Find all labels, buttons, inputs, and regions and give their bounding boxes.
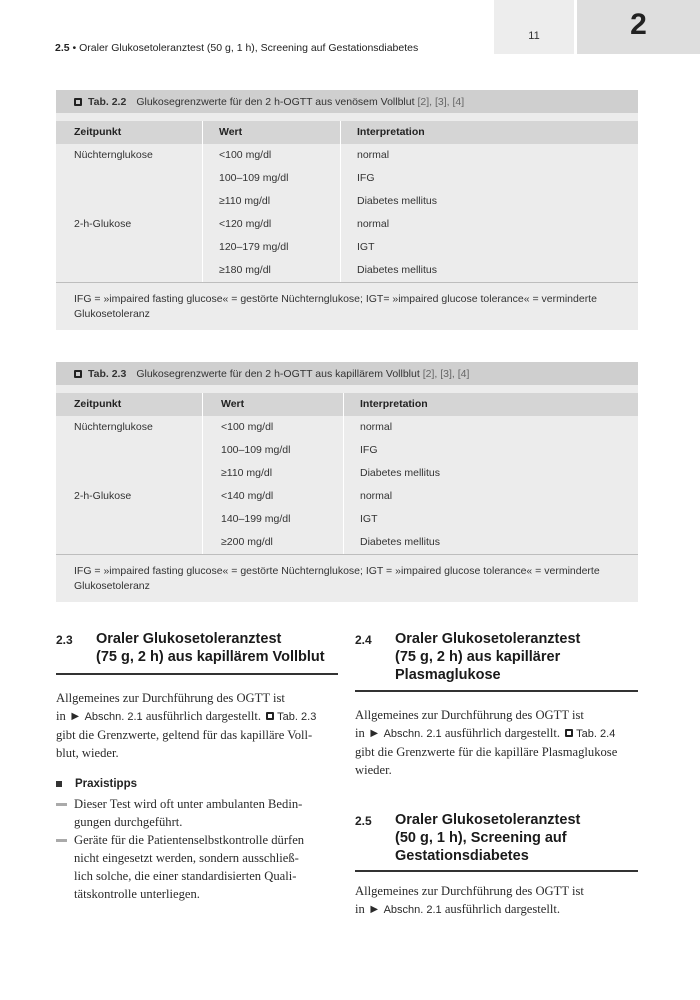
column-header-interpretation: Interpretation xyxy=(360,398,428,410)
table-footnote: IFG = »impaired fasting glucose« = gestörte Nüchternglukose; IGT = »impaired glucose tolerance« = verminderte Glukosetoleranz xyxy=(74,565,600,592)
running-header: 2.5 • Oraler Glukosetoleranztest (50 g, 1 h), Screening auf Gestationsdiabetes xyxy=(55,42,419,54)
bullet-icon xyxy=(56,781,62,787)
table-row xyxy=(56,485,638,508)
cell-zeitpunkt: 2-h-Glukose xyxy=(74,218,132,230)
section-title: Oraler Glukosetoleranztest (75 g, 2 h) aus kapillärem Vollblut xyxy=(96,631,325,665)
column-header-zeitpunkt: Zeitpunkt xyxy=(74,126,122,138)
section-link[interactable]: Abschn. 2.1 xyxy=(84,711,143,723)
cell-interpretation: IFG xyxy=(357,172,375,184)
column-header-wert: Wert xyxy=(221,398,245,410)
table-2-2 xyxy=(56,90,638,330)
cell-wert: ≥110 mg/dl xyxy=(219,195,271,207)
table-marker-icon xyxy=(74,98,82,106)
running-header-title: Oraler Glukosetoleranztest (50 g, 1 h), Screening auf Gestationsdiabetes xyxy=(79,42,419,54)
table-row xyxy=(56,144,638,167)
table-title: Glukosegrenzwerte für den 2 h-OGTT aus kapillärem Vollblut xyxy=(136,367,420,380)
section-title: Oraler Glukosetoleranztest (75 g, 2 h) aus kapillärer Plasmaglukose xyxy=(395,631,581,683)
table-caption xyxy=(56,362,638,385)
cell-wert: 100–109 mg/dl xyxy=(219,172,289,184)
table-marker-icon xyxy=(565,729,573,737)
table-row xyxy=(56,213,638,236)
section-number: 2.3 xyxy=(56,633,73,647)
cell-interpretation: Diabetes mellitus xyxy=(360,467,440,479)
table-header-row xyxy=(56,121,638,144)
section-2-4-paragraph: Allgemeines zur Durchführung des OGTT ist in ► Abschn. 2.1 ausführlich dargestellt. Tab. 2.4 gibt die Grenzwerte für die kapilläre Plasmaglukose wieder. xyxy=(355,708,618,777)
list-item: Geräte für die Patientenselbstkontrolle dürfen nicht eingesetzt werden, sondern ausschließ- lich solche, die einer standardisierten Quali- tätskontrolle unterliegen. xyxy=(56,831,338,903)
table-row xyxy=(56,531,638,555)
cell-interpretation: IFG xyxy=(360,444,378,456)
cell-interpretation: Diabetes mellitus xyxy=(357,195,437,207)
cell-interpretation: IGT xyxy=(360,513,378,525)
table-title: Glukosegrenzwerte für den 2 h-OGTT aus venösem Vollblut xyxy=(136,95,415,108)
cell-zeitpunkt: Nüchternglukose xyxy=(74,149,153,161)
table-row xyxy=(56,236,638,259)
table-row xyxy=(56,416,638,439)
column-header-wert: Wert xyxy=(219,126,243,138)
table-footnote: IFG = »impaired fasting glucose« = gestörte Nüchternglukose; IGT= »impaired glucose tolerance« = verminderte Glukosetoleranz xyxy=(74,293,597,320)
cell-zeitpunkt: 2-h-Glukose xyxy=(74,490,132,502)
column-header-interpretation: Interpretation xyxy=(357,126,425,138)
section-2-5-paragraph: Allgemeines zur Durchführung des OGTT ist in ► Abschn. 2.1 ausführlich dargestellt. xyxy=(355,884,584,916)
cell-wert: ≥110 mg/dl xyxy=(221,467,273,479)
cell-wert: 120–179 mg/dl xyxy=(219,241,289,253)
section-rule xyxy=(355,690,638,692)
page-number: 11 xyxy=(528,30,540,42)
cell-wert: <140 mg/dl xyxy=(221,490,274,502)
section-2-5-heading xyxy=(355,811,639,865)
table-link[interactable]: Tab. 2.3 xyxy=(277,711,317,723)
section-rule xyxy=(56,673,338,675)
table-row xyxy=(56,508,638,531)
table-refs: [2], [3], [4] xyxy=(417,95,465,108)
page-number-tab xyxy=(494,0,574,54)
table-refs: [2], [3], [4] xyxy=(422,367,470,380)
table-label: Tab. 2.3 xyxy=(88,367,127,380)
table-row xyxy=(56,167,638,190)
table-link[interactable]: Tab. 2.4 xyxy=(576,728,616,740)
running-header-section: 2.5 xyxy=(55,42,70,54)
section-number: 2.4 xyxy=(355,633,372,647)
table-row xyxy=(56,259,638,283)
table-marker-icon xyxy=(266,712,274,720)
table-caption xyxy=(56,90,638,113)
cell-wert: 140–199 mg/dl xyxy=(221,513,291,525)
section-link[interactable]: Abschn. 2.1 xyxy=(383,728,442,740)
table-row xyxy=(56,190,638,213)
cell-zeitpunkt: Nüchternglukose xyxy=(74,421,153,433)
practice-tips-heading: Praxistipps xyxy=(56,778,137,790)
cell-interpretation: Diabetes mellitus xyxy=(360,536,440,548)
cell-interpretation: normal xyxy=(360,421,393,433)
cell-wert: <120 mg/dl xyxy=(219,218,272,230)
cell-wert: <100 mg/dl xyxy=(221,421,274,433)
cell-wert: ≥180 mg/dl xyxy=(219,264,271,276)
section-2-4-heading xyxy=(355,630,639,684)
cell-wert: ≥200 mg/dl xyxy=(221,536,273,548)
table-row xyxy=(56,439,638,462)
table-marker-icon xyxy=(74,370,82,378)
section-link[interactable]: Abschn. 2.1 xyxy=(383,904,442,916)
cell-interpretation: normal xyxy=(357,218,390,230)
cell-interpretation: Diabetes mellitus xyxy=(357,264,437,276)
table-row xyxy=(56,462,638,485)
chapter-number: 2 xyxy=(630,8,647,41)
cell-wert: 100–109 mg/dl xyxy=(221,444,291,456)
table-2-3 xyxy=(56,362,638,602)
cell-wert: <100 mg/dl xyxy=(219,149,272,161)
cell-interpretation: IGT xyxy=(357,241,375,253)
table-label: Tab. 2.2 xyxy=(88,95,127,108)
cell-interpretation: normal xyxy=(357,149,390,161)
section-title: Oraler Glukosetoleranztest (50 g, 1 h), Screening auf Gestationsdiabetes xyxy=(395,812,581,864)
column-header-zeitpunkt: Zeitpunkt xyxy=(74,398,122,410)
cell-interpretation: normal xyxy=(360,490,393,502)
list-item: Dieser Test wird oft unter ambulanten Bedin- gungen durchgeführt. xyxy=(56,795,338,831)
section-number: 2.5 xyxy=(355,814,372,828)
dash-icon xyxy=(56,795,74,831)
section-2-3-paragraph: Allgemeines zur Durchführung des OGTT ist in ► Abschn. 2.1 ausführlich dargestellt. Tab. 2.3 gibt die Grenzwerte, geltend für das kapilläre Voll- blut, wieder. xyxy=(56,691,317,760)
table-header-row xyxy=(56,393,638,416)
dash-icon xyxy=(56,831,74,903)
section-rule xyxy=(355,870,638,872)
section-2-3-heading xyxy=(56,630,340,666)
